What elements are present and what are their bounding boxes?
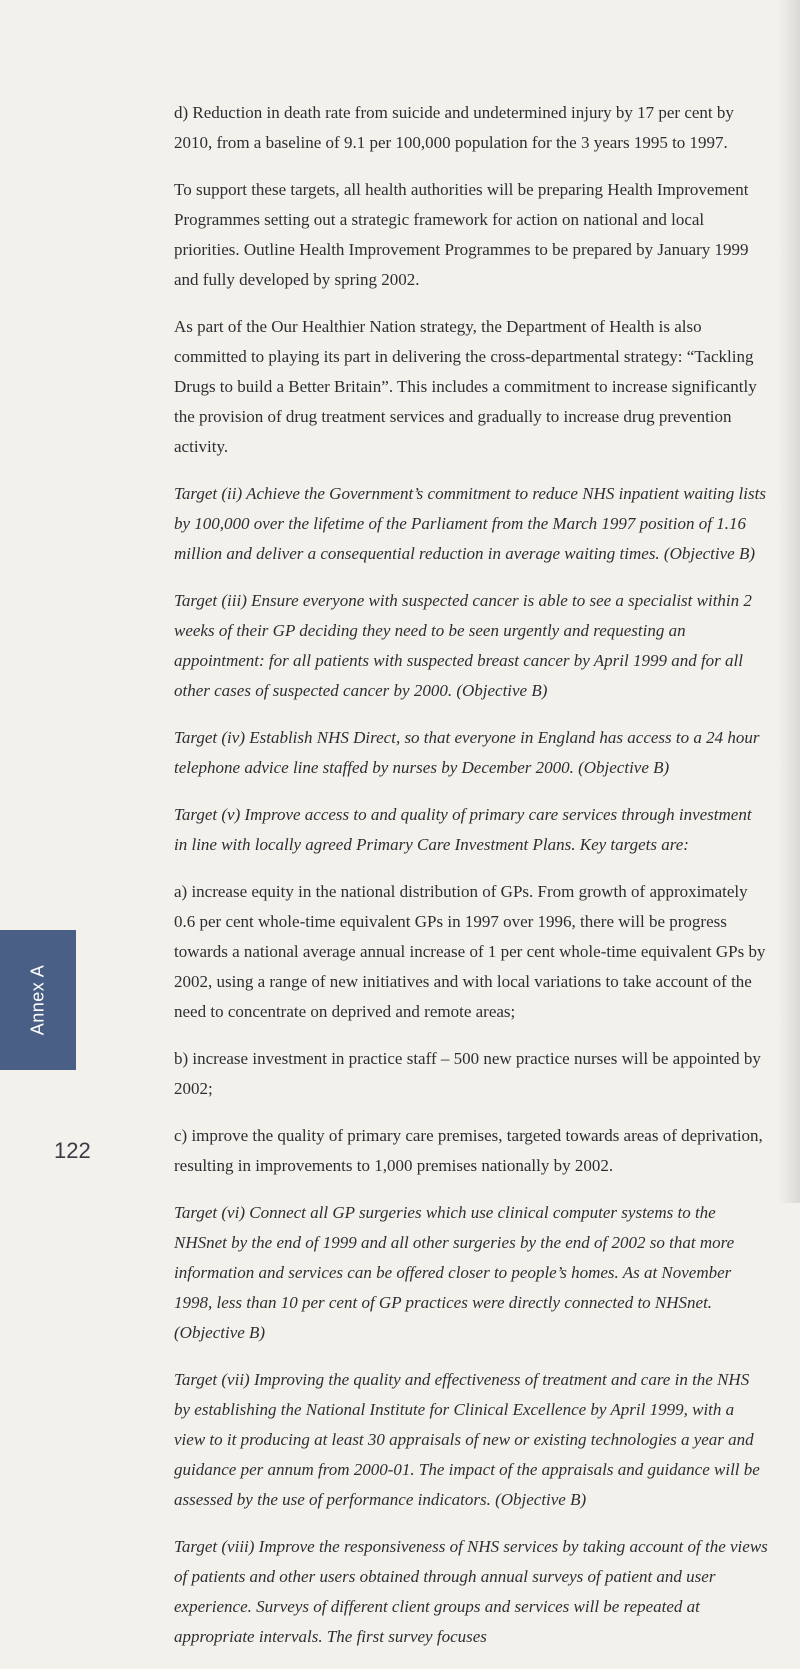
paragraph-key-target-c: c) improve the quality of primary care premises, targeted towards areas of deprivation, resulting in improvements to 1,000 premises nationally by 2002. <box>174 1126 763 1175</box>
paragraph-drug-strategy: As part of the Our Healthier Nation strategy, the Department of Health is also committed to playing its part in delivering the cross-departmental strategy: “Tackling Drugs to build a Better Britain”. This includes a commitment to increase significantly the provision of drug treatment services and gradually to increase drug prevention activity. <box>174 317 757 456</box>
paragraph-target-viii: Target (viii) Improve the responsiveness of NHS services by taking account of the views of patients and other users obtained through annual surveys of patient and user experience. Surveys of different client groups and services will be repeated at appropriate intervals. The first survey focuses <box>174 1537 768 1646</box>
paragraph-target-vi: Target (vi) Connect all GP surgeries which use clinical computer systems to the NHSnet by the end of 1999 and all other surgeries by the end of 2002 so that more information and services can be offered closer to people’s homes. As at November 1998, less than 10 per cent of GP practices were directly connected to NHSnet. (Objective B) <box>174 1203 735 1342</box>
annex-label: Annex A <box>27 964 48 1036</box>
paragraph-target-iv: Target (iv) Establish NHS Direct, so that everyone in England has access to a 24 hour telephone advice line staffed by nurses by December 2000. (Objective B) <box>174 728 760 777</box>
paragraph-target-vii: Target (vii) Improving the quality and effectiveness of treatment and care in the NHS by establishing the National Institute for Clinical Excellence by April 1999, with a view to it producing at least 30 appraisals of new or existing technologies a year and guidance per annum from 2000-01. The impact of the appraisals and guidance will be assessed by the use of performance indicators. (Objective B) <box>174 1370 760 1509</box>
paragraph-key-target-a: a) increase equity in the national distribution of GPs. From growth of approximately 0.6 per cent whole-time equivalent GPs in 1997 over 1996, there will be progress towards a national average annual increase of 1 per cent whole-time equivalent GPs by 2002, using a range of new initiatives and with local variations to take account of the need to concentrate on deprived and remote areas; <box>174 882 766 1021</box>
paragraph-health-improvement: To support these targets, all health authorities will be preparing Health Improvement Programmes setting out a strategic framework for action on national and local priorities. Outline Health Improvement Programmes to be prepared by January 1999 and fully developed by spring 2002. <box>174 180 749 289</box>
paragraph-target-v: Target (v) Improve access to and quality of primary care services through investment in line with locally agreed Primary Care Investment Plans. Key targets are: <box>174 805 752 854</box>
paragraph-target-d: d) Reduction in death rate from suicide and undetermined injury by 17 per cent by 2010, from a baseline of 9.1 per 100,000 population for the 3 years 1995 to 1997. <box>174 103 734 152</box>
page-edge-shadow <box>778 0 800 1203</box>
paragraph-target-iii: Target (iii) Ensure everyone with suspected cancer is able to see a specialist within 2 weeks of their GP deciding they need to be seen urgently and requesting an appointment: for all patients with suspected breast cancer by April 1999 and for all other cases of suspected cancer by 2000. (Objective B) <box>174 591 752 700</box>
body-text <box>174 98 768 1669</box>
paragraph-target-ii: Target (ii) Achieve the Government’s commitment to reduce NHS inpatient waiting lists by 100,000 over the lifetime of the Parliament from the March 1997 position of 1.16 million and deliver a consequential reduction in average waiting times. (Objective B) <box>174 484 766 563</box>
page-number: 122 <box>54 1138 91 1163</box>
paragraph-key-target-b: b) increase investment in practice staff – 500 new practice nurses will be appointed by 2002; <box>174 1049 761 1098</box>
